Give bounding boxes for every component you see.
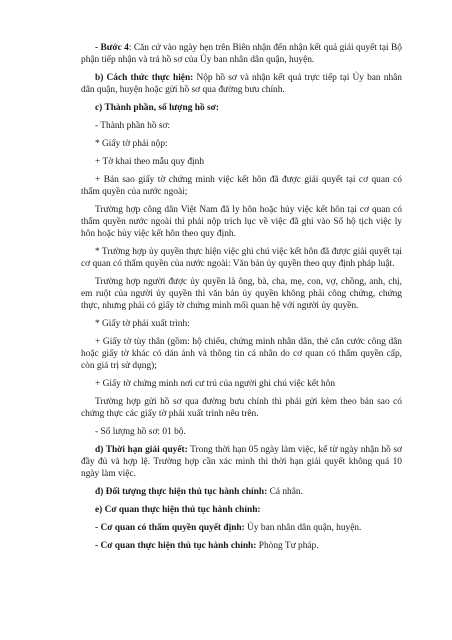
paragraph xyxy=(81,486,402,498)
paragraph xyxy=(81,156,402,168)
paragraph-text: - Thành phần hồ sơ: xyxy=(95,121,171,131)
paragraph xyxy=(81,336,402,372)
paragraph xyxy=(81,138,402,150)
paragraph-text: * Giấy tờ phải xuất trình: xyxy=(95,319,190,329)
paragraph-bold: - Bước 4 xyxy=(95,43,129,53)
paragraph-bold: - Cơ quan có thẩm quyền quyết định: xyxy=(95,523,245,533)
paragraph-bold: d) Thời hạn giải quyết: xyxy=(95,445,188,455)
paragraph-bold: e) Cơ quan thực hiện thủ tục hành chính: xyxy=(95,505,261,515)
paragraph xyxy=(81,396,402,420)
paragraph xyxy=(81,426,402,438)
paragraph xyxy=(81,444,402,480)
paragraph-text: + Giấy tờ chứng minh nơi cư trú của người ghi chú việc kết hôn xyxy=(95,379,336,389)
paragraph xyxy=(81,42,402,66)
paragraph-text: Nộp hồ sơ và nhận kết quả trực tiếp tại Ủy ban nhân dân quận, huyện hoặc gửi hồ sơ qua đường bưu chính. xyxy=(81,73,402,95)
paragraph-bold: đ) Đối tượng thực hiện thủ tục hành chính: xyxy=(95,487,268,497)
paragraph xyxy=(81,276,402,312)
paragraph xyxy=(81,378,402,390)
paragraph-text: Trường hợp người được ủy quyền là ông, bà, cha, mẹ, con, vợ, chồng, anh, chị, em ruột của người ủy quyền thì văn bản ủy quyền không phải công chứng, chứng thực, nhưng phải có giấy tờ chứng minh mối quan hệ với người ủy quyền. xyxy=(81,277,402,311)
paragraph-text: + Bản sao giấy tờ chứng minh việc kết hôn đã được giải quyết tại cơ quan có thẩm quyền của nước ngoài; xyxy=(81,175,402,197)
paragraph xyxy=(81,540,402,552)
paragraph xyxy=(81,318,402,330)
paragraph-text: Phòng Tư pháp. xyxy=(256,541,319,551)
paragraph-bold: - Cơ quan thực hiện thủ tục hành chính: xyxy=(95,541,257,551)
paragraph xyxy=(81,120,402,132)
paragraph-text: : Căn cứ vào ngày hẹn trên Biên nhận đến nhận kết quả giải quyết tại Bộ phận tiếp nhận và trả hồ sơ của Ủy ban nhân dân quận, huyện. xyxy=(81,43,402,65)
paragraph-text: + Tờ khai theo mẫu quy định xyxy=(95,157,205,167)
paragraph-text: * Giấy tờ phải nộp: xyxy=(95,139,168,149)
document-body xyxy=(81,42,402,558)
paragraph xyxy=(81,204,402,240)
paragraph xyxy=(81,522,402,534)
paragraph-text: - Số lượng hồ sơ: 01 bộ. xyxy=(95,427,186,437)
section-heading xyxy=(81,504,402,516)
paragraph-text: + Giấy tờ tùy thân (gồm: hộ chiếu, chứng minh nhân dân, thẻ căn cước công dân hoặc giấy tờ khác có dán ảnh và thông tin cá nhân do cơ quan có thẩm quyền cấp, còn giá trị sử dụng); xyxy=(81,337,402,371)
paragraph-text: Cá nhân. xyxy=(267,487,303,497)
paragraph-text: Ủy ban nhân dân quận, huyện. xyxy=(244,523,362,533)
paragraph-text: * Trường hợp ủy quyền thực hiện việc ghi chú việc kết hôn đã được giải quyết tại cơ quan có thẩm quyền của nước ngoài: Văn bản ủy quyền theo quy định pháp luật. xyxy=(81,247,402,269)
paragraph-text: Trong thời hạn 05 ngày làm việc, kể từ ngày nhận hồ sơ đầy đủ và hợp lệ. Trường hợp cần xác minh thì thời hạn giải quyết không quá 10 ngày làm việc. xyxy=(81,445,402,479)
paragraph-bold: b) Cách thức thực hiện: xyxy=(95,73,194,83)
paragraph xyxy=(81,174,402,198)
paragraph xyxy=(81,72,402,96)
paragraph-bold: c) Thành phần, số lượng hồ sơ: xyxy=(95,103,219,113)
paragraph-text: Trường hợp công dân Việt Nam đã ly hôn hoặc hủy việc kết hôn tại cơ quan có thẩm quyền nước ngoài thì phải nộp trích lục về việc đã ghi vào Sổ hộ tịch việc ly hôn hoặc hủy việc kết hôn theo quy định. xyxy=(81,205,402,239)
paragraph-text: Trường hợp gửi hồ sơ qua đường bưu chính thì phải gửi kèm theo bản sao có chứng thực các giấy tờ phải xuất trình nêu trên. xyxy=(81,397,402,419)
section-heading xyxy=(81,102,402,114)
paragraph xyxy=(81,246,402,270)
